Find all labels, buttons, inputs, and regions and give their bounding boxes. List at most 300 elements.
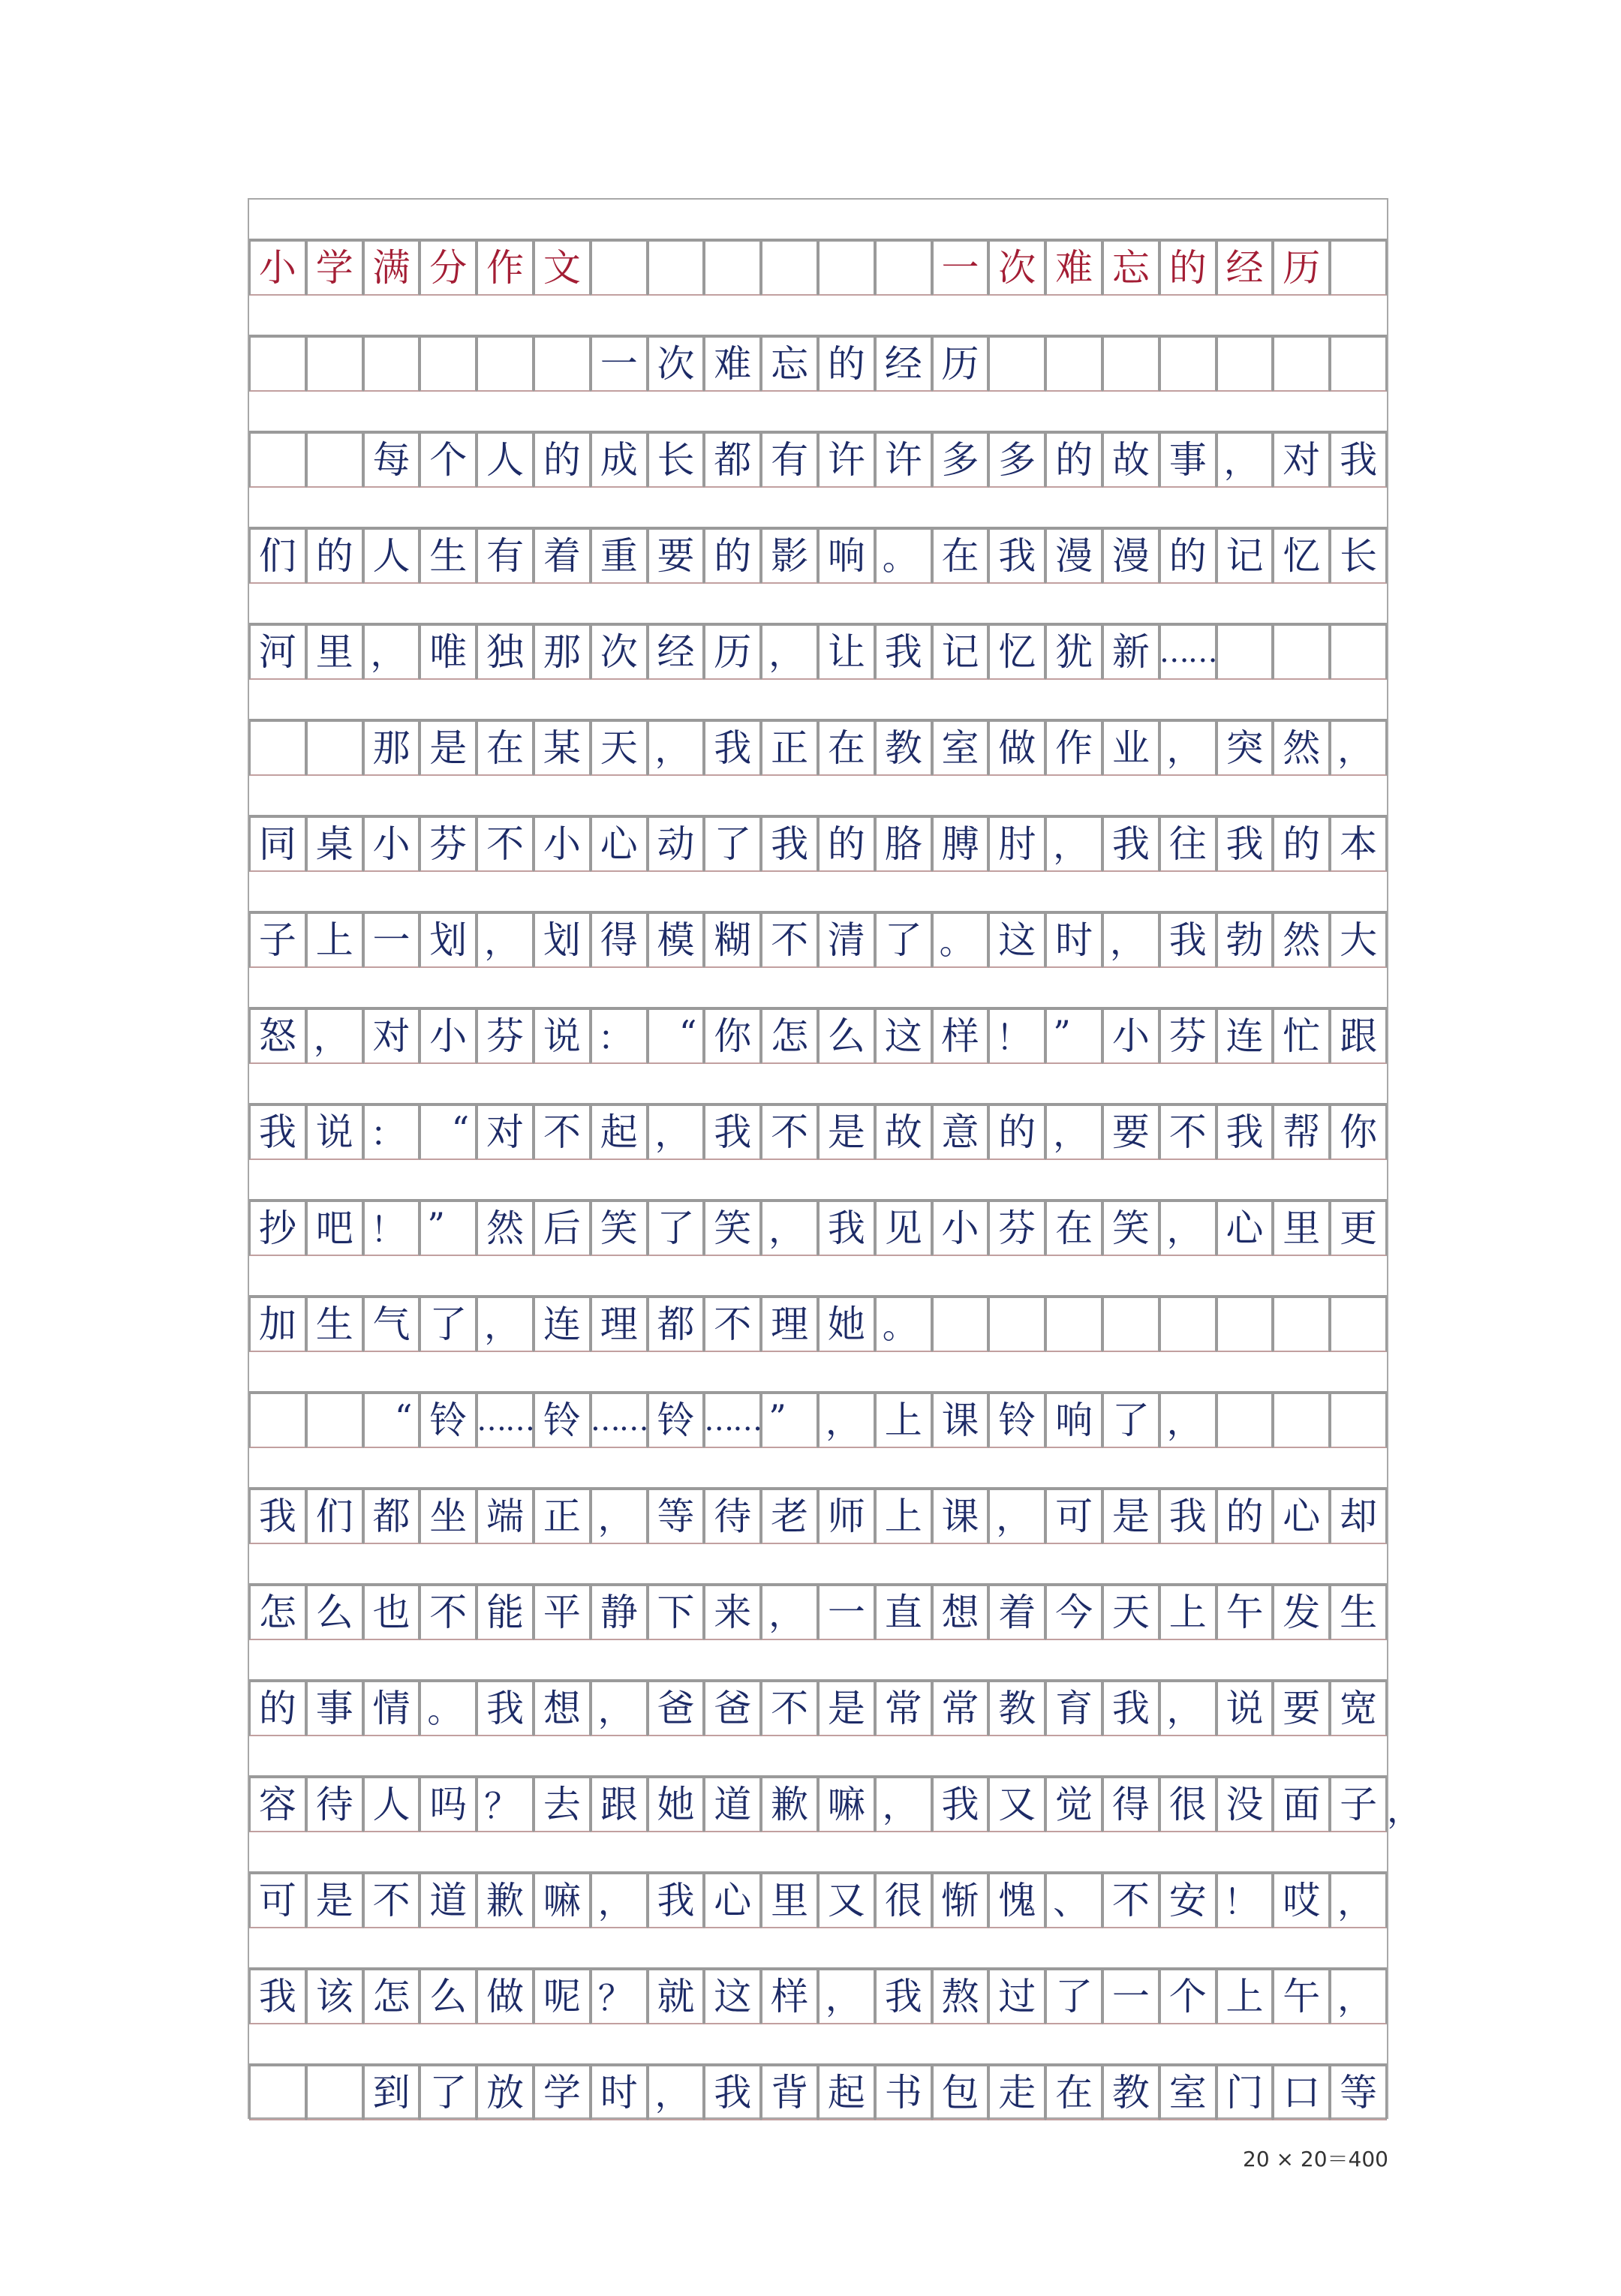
grid-cell	[306, 1393, 363, 1448]
grid-cell: 是	[420, 720, 477, 776]
grid-cell: 天	[591, 720, 648, 776]
grid-cell: 长	[648, 432, 705, 488]
grid-cell: 忘	[761, 336, 818, 392]
grid-cell: 教	[1102, 2065, 1159, 2120]
grid-cell: 心	[1217, 1201, 1274, 1256]
grid-cell: 小	[249, 240, 306, 296]
grid-cell: 故	[1102, 432, 1159, 488]
grid-cell: 一	[932, 240, 989, 296]
grid-row	[249, 1297, 1387, 1352]
grid-cell: 说	[1217, 1681, 1274, 1736]
row-gap	[249, 1064, 1387, 1104]
grid-cell	[761, 240, 818, 296]
grid-cell: 没	[1217, 1777, 1274, 1832]
grid-cell: 心	[591, 816, 648, 872]
grid-cell	[875, 240, 932, 296]
row-gap	[249, 872, 1387, 912]
grid-cell	[1045, 336, 1102, 392]
grid-cell: 满	[363, 240, 420, 296]
grid-cell: 下	[648, 1585, 705, 1640]
grid-cell: 见	[875, 1201, 932, 1256]
grid-cell: 记	[1217, 528, 1274, 584]
grid-cell: 那	[534, 624, 591, 680]
grid-cell: 在	[1045, 1201, 1102, 1256]
grid-cell: 时	[1045, 912, 1102, 968]
grid-cell: 突	[1217, 720, 1274, 776]
grid-cell	[1159, 1297, 1217, 1352]
grid-cell: 教	[875, 720, 932, 776]
grid-cell: 爸	[648, 1681, 705, 1736]
grid-cell: 是	[306, 1873, 363, 1928]
grid-cell: ，	[1159, 1393, 1217, 1448]
grid-cell: 里	[761, 1873, 818, 1928]
grid-cell: 了	[420, 1297, 477, 1352]
grid-cell: 我	[1217, 816, 1274, 872]
grid-cell: 可	[1045, 1489, 1102, 1544]
grid-cell: 铃	[534, 1393, 591, 1448]
grid-cell: 门	[1217, 2065, 1274, 2120]
grid-cell: 理	[761, 1297, 818, 1352]
grid-cell: 文	[534, 240, 591, 296]
grid-row	[249, 528, 1387, 584]
grid-cell: 有	[477, 528, 534, 584]
row-gap	[249, 1928, 1387, 1969]
grid-cell: 在	[818, 720, 875, 776]
grid-cell: 划	[420, 912, 477, 968]
grid-cell: 的	[1159, 240, 1217, 296]
grid-cell: ，	[591, 1873, 648, 1928]
grid-cell: ，	[648, 1104, 705, 1160]
grid-cell: 道	[420, 1873, 477, 1928]
grid-cell: 今	[1045, 1585, 1102, 1640]
grid-cell: 上	[1159, 1585, 1217, 1640]
grid-cell: ：	[591, 1008, 648, 1064]
grid-cell: 的	[818, 816, 875, 872]
grid-cell: 能	[477, 1585, 534, 1640]
grid-cell: 了	[1102, 1393, 1159, 1448]
grid-cell: 吗	[420, 1777, 477, 1832]
grid-cell: 。	[420, 1681, 477, 1736]
grid-cell: 午	[1273, 1969, 1330, 2024]
grid-cell: 了	[704, 816, 761, 872]
grid-cell: 小	[1102, 1008, 1159, 1064]
grid-cell: 我	[1217, 1104, 1274, 1160]
grid-cell: 要	[1273, 1681, 1330, 1736]
grid-cell: 。	[875, 1297, 932, 1352]
grid-cell: 上	[875, 1489, 932, 1544]
grid-cell: 是	[1102, 1489, 1159, 1544]
grid-cell: ：	[363, 1104, 420, 1160]
grid-cell: 午	[1217, 1585, 1274, 1640]
grid-cell: 动	[648, 816, 705, 872]
grid-cell: 着	[534, 528, 591, 584]
grid-cell: 我	[648, 1873, 705, 1928]
grid-cell: 怎	[249, 1585, 306, 1640]
grid-cell: 人	[363, 1777, 420, 1832]
grid-cell: 我	[875, 1969, 932, 2024]
grid-cell: ，	[1045, 1104, 1102, 1160]
grid-cell: 发	[1273, 1585, 1330, 1640]
grid-cell: 分	[420, 240, 477, 296]
grid-cell: 历	[1273, 240, 1330, 296]
grid-cell	[249, 720, 306, 776]
grid-cell: 理	[591, 1297, 648, 1352]
grid-cell	[1273, 1297, 1330, 1352]
grid-cell	[249, 2065, 306, 2120]
grid-row	[249, 912, 1387, 968]
grid-cell: 我	[1102, 1681, 1159, 1736]
grid-cell: 我	[988, 528, 1045, 584]
grid-cell: 教	[988, 1681, 1045, 1736]
grid-cell: ，	[591, 1681, 648, 1736]
grid-cell: 忆	[1273, 528, 1330, 584]
grid-cell: 爸	[704, 1681, 761, 1736]
grid-cell: 了	[648, 1201, 705, 1256]
grid-cell: 经	[1217, 240, 1274, 296]
grid-cell: ，	[761, 1585, 818, 1640]
grid-cell: 不	[363, 1873, 420, 1928]
grid-cell: 却	[1330, 1489, 1387, 1544]
grid-cell: 漫	[1045, 528, 1102, 584]
grid-cell: ，	[818, 1393, 875, 1448]
grid-cell	[591, 240, 648, 296]
grid-cell: ，	[477, 912, 534, 968]
grid-cell: 上	[875, 1393, 932, 1448]
grid-cell: ”	[761, 1393, 818, 1448]
grid-cell	[1217, 1393, 1274, 1448]
grid-cell: 想	[534, 1681, 591, 1736]
grid-cell: “	[363, 1393, 420, 1448]
grid-cell: ，	[648, 720, 705, 776]
grid-cell: 我	[249, 1104, 306, 1160]
grid-cell	[1102, 336, 1159, 392]
row-gap	[249, 1544, 1387, 1585]
grid-cell	[932, 1297, 989, 1352]
grid-cell: 是	[818, 1681, 875, 1736]
grid-cell: 待	[704, 1489, 761, 1544]
grid-cell: 熬	[932, 1969, 989, 2024]
grid-cell: 起	[591, 1104, 648, 1160]
grid-cell	[1102, 1297, 1159, 1352]
grid-row	[249, 816, 1387, 872]
grid-cell: 又	[818, 1873, 875, 1928]
grid-cell: 直	[875, 1585, 932, 1640]
grid-cell: 的	[1159, 528, 1217, 584]
grid-cell: 在	[1045, 2065, 1102, 2120]
grid-cell	[1330, 336, 1387, 392]
grid-cell: 也	[363, 1585, 420, 1640]
grid-cell: 得	[591, 912, 648, 968]
grid-cell: 一	[363, 912, 420, 968]
grid-row	[249, 432, 1387, 488]
grid-cell	[988, 1297, 1045, 1352]
grid-cell	[249, 336, 306, 392]
grid-cell: 想	[932, 1585, 989, 1640]
grid-row	[249, 336, 1387, 392]
grid-cell: 坐	[420, 1489, 477, 1544]
grid-cell: 响	[1045, 1393, 1102, 1448]
grid-cell: 我	[932, 1777, 989, 1832]
grid-cell	[818, 240, 875, 296]
grid-cell: 我	[704, 2065, 761, 2120]
grid-cell: 响	[818, 528, 875, 584]
grid-cell: 小	[363, 816, 420, 872]
grid-cell: 事	[1159, 432, 1217, 488]
grid-cell: 桌	[306, 816, 363, 872]
grid-cell: 同	[249, 816, 306, 872]
grid-row	[249, 1681, 1387, 1736]
row-gap	[249, 296, 1387, 336]
grid-row	[249, 720, 1387, 776]
grid-row	[249, 1585, 1387, 1640]
grid-cell: 平	[534, 1585, 591, 1640]
grid-cell: 不	[761, 912, 818, 968]
grid-cell: 师	[818, 1489, 875, 1544]
row-gap	[249, 1160, 1387, 1201]
row-gap	[249, 776, 1387, 816]
grid-cell: 端	[477, 1489, 534, 1544]
grid-cell: 的	[818, 336, 875, 392]
grid-cell: 然	[1273, 912, 1330, 968]
grid-cell: 宽	[1330, 1681, 1387, 1736]
grid-cell: 让	[818, 624, 875, 680]
grid-cell: 的	[249, 1681, 306, 1736]
grid-cell: 嘛	[818, 1777, 875, 1832]
grid-cell: 正	[534, 1489, 591, 1544]
grid-cell: 连	[534, 1297, 591, 1352]
grid-cell: 业	[1102, 720, 1159, 776]
row-gap	[249, 392, 1387, 432]
grid-cell: 了	[875, 912, 932, 968]
grid-cell: ，	[1159, 1201, 1217, 1256]
grid-cell	[306, 2065, 363, 2120]
grid-cell	[363, 336, 420, 392]
grid-cell: 铃	[420, 1393, 477, 1448]
grid-cell: 新	[1102, 624, 1159, 680]
grid-cell	[534, 336, 591, 392]
grid-cell	[1330, 1393, 1387, 1448]
grid-cell: ……	[591, 1393, 648, 1448]
overflow-punctuation: ，	[1387, 1790, 1421, 1830]
grid-cell: 这	[875, 1008, 932, 1064]
grid-cell: ？	[591, 1969, 648, 2024]
grid-cell	[988, 336, 1045, 392]
grid-cell: 历	[932, 336, 989, 392]
grid-cell: 我	[704, 720, 761, 776]
grid-cell: 不	[704, 1297, 761, 1352]
grid-cell: 么	[818, 1008, 875, 1064]
grid-cell: 然	[477, 1201, 534, 1256]
grid-cell	[1330, 624, 1387, 680]
grid-cell: 芬	[988, 1201, 1045, 1256]
grid-cell: ，	[1159, 720, 1217, 776]
grid-cell: 包	[932, 2065, 989, 2120]
grid-cell: 对	[477, 1104, 534, 1160]
grid-cell: 起	[818, 2065, 875, 2120]
grid-cell: 老	[761, 1489, 818, 1544]
grid-cell	[1217, 624, 1274, 680]
grid-cell: 上	[1217, 1969, 1274, 2024]
grid-cell: ，	[648, 2065, 705, 2120]
grid-cell: 次	[648, 336, 705, 392]
grid-cell: 心	[1273, 1489, 1330, 1544]
grid-cell: 我	[1159, 1489, 1217, 1544]
grid-cell: 怎	[761, 1008, 818, 1064]
grid-cell: 河	[249, 624, 306, 680]
grid-cell: 不	[1102, 1873, 1159, 1928]
grid-cell: 膊	[932, 816, 989, 872]
grid-cell: 做	[988, 720, 1045, 776]
grid-cell: 心	[704, 1873, 761, 1928]
grid-cell	[1330, 1297, 1387, 1352]
grid-cell: 她	[818, 1297, 875, 1352]
grid-cell: 道	[704, 1777, 761, 1832]
grid-cell: 呢	[534, 1969, 591, 2024]
grid-cell: 情	[363, 1681, 420, 1736]
grid-cell: 记	[932, 624, 989, 680]
grid-cell	[1045, 1297, 1102, 1352]
grid-cell	[420, 336, 477, 392]
grid-cell: 忙	[1273, 1008, 1330, 1064]
grid-cell: 生	[1330, 1585, 1387, 1640]
grid-cell: 面	[1273, 1777, 1330, 1832]
grid-cell: 的	[1217, 1489, 1274, 1544]
grid-cell: 来	[704, 1585, 761, 1640]
grid-cell: 人	[363, 528, 420, 584]
grid-cell: 芬	[420, 816, 477, 872]
grid-cell	[1159, 336, 1217, 392]
grid-cell: 正	[761, 720, 818, 776]
grid-cell: 吧	[306, 1201, 363, 1256]
grid-cell: ，	[477, 1297, 534, 1352]
grid-cell	[1273, 1393, 1330, 1448]
grid-cell: 嘛	[534, 1873, 591, 1928]
grid-cell: 难	[1045, 240, 1102, 296]
grid-cell: 小	[932, 1201, 989, 1256]
row-gap	[249, 200, 1387, 240]
grid-cell: “	[420, 1104, 477, 1160]
grid-cell: 难	[704, 336, 761, 392]
grid-cell: 书	[875, 2065, 932, 2120]
grid-cell: 在	[932, 528, 989, 584]
grid-cell: 我	[477, 1681, 534, 1736]
grid-cell: 么	[306, 1585, 363, 1640]
grid-cell: 作	[1045, 720, 1102, 776]
grid-cell: 我	[1330, 432, 1387, 488]
grid-cell: 时	[591, 2065, 648, 2120]
grid-cell: ，	[761, 1201, 818, 1256]
grid-cell: 怎	[363, 1969, 420, 2024]
grid-cell: 一	[591, 336, 648, 392]
grid-cell	[306, 720, 363, 776]
grid-cell	[1273, 624, 1330, 680]
grid-cell: 长	[1330, 528, 1387, 584]
grid-row	[249, 2065, 1387, 2120]
grid-cell: 惭	[932, 1873, 989, 1928]
grid-cell: ”	[1045, 1008, 1102, 1064]
grid-cell: 室	[1159, 2065, 1217, 2120]
grid-cell: ！	[363, 1201, 420, 1256]
grid-cell: 你	[704, 1008, 761, 1064]
grid-cell: 天	[1102, 1585, 1159, 1640]
grid-cell: 故	[875, 1104, 932, 1160]
grid-cell: 室	[932, 720, 989, 776]
grid-cell: 学	[306, 240, 363, 296]
grid-cell: 重	[591, 528, 648, 584]
grid-cell	[1217, 1297, 1274, 1352]
grid-cell: 对	[363, 1008, 420, 1064]
grid-cell: 不	[534, 1104, 591, 1160]
grid-cell: 不	[761, 1681, 818, 1736]
grid-cell: 事	[306, 1681, 363, 1736]
grid-cell: 生	[306, 1297, 363, 1352]
grid-cell: 芬	[477, 1008, 534, 1064]
grid-cell: 的	[1273, 816, 1330, 872]
grid-cell	[1330, 240, 1387, 296]
grid-cell: 去	[534, 1777, 591, 1832]
grid-cell: 漫	[1102, 528, 1159, 584]
grid-cell: 本	[1330, 816, 1387, 872]
grid-cell: 样	[932, 1008, 989, 1064]
grid-cell: 我	[704, 1104, 761, 1160]
row-gap	[249, 968, 1387, 1008]
grid-cell: 某	[534, 720, 591, 776]
grid-cell: 哎	[1273, 1873, 1330, 1928]
grid-cell: 常	[875, 1681, 932, 1736]
grid-cell: “	[648, 1008, 705, 1064]
grid-cell: 那	[363, 720, 420, 776]
grid-cell: ，	[1159, 1681, 1217, 1736]
grid-cell: 笑	[704, 1201, 761, 1256]
grid-cell: 小	[534, 816, 591, 872]
row-gap	[249, 680, 1387, 720]
grid-cell: 许	[818, 432, 875, 488]
grid-cell: 容	[249, 1777, 306, 1832]
row-gap	[249, 1736, 1387, 1777]
grid-cell: 抄	[249, 1201, 306, 1256]
grid-cell: 连	[1217, 1008, 1274, 1064]
grid-row	[249, 1104, 1387, 1160]
grid-cell: 犹	[1045, 624, 1102, 680]
row-gap	[249, 488, 1387, 528]
grid-cell: 的	[534, 432, 591, 488]
grid-cell: 小	[420, 1008, 477, 1064]
grid-cell: 气	[363, 1297, 420, 1352]
grid-cell: 样	[761, 1969, 818, 2024]
grid-cell: 你	[1330, 1104, 1387, 1160]
grid-cell	[477, 336, 534, 392]
grid-cell: 人	[477, 432, 534, 488]
grid-cell: 后	[534, 1201, 591, 1256]
grid-cell: ，	[1330, 720, 1387, 776]
grid-cell: 走	[988, 2065, 1045, 2120]
grid-cell: 里	[1273, 1201, 1330, 1256]
grid-cell: 笑	[1102, 1201, 1159, 1256]
grid-cell	[1273, 336, 1330, 392]
grid-cell: 等	[1330, 2065, 1387, 2120]
grid-cell: 育	[1045, 1681, 1102, 1736]
grid-cell: 的	[306, 528, 363, 584]
grid-cell: 我	[249, 1969, 306, 2024]
grid-cell: 跟	[1330, 1008, 1387, 1064]
grid-cell: 我	[875, 624, 932, 680]
grid-cell: ……	[477, 1393, 534, 1448]
grid-cell: 都	[648, 1297, 705, 1352]
grid-cell: 笑	[591, 1201, 648, 1256]
grid-cell: 每	[363, 432, 420, 488]
grid-cell: 觉	[1045, 1777, 1102, 1832]
grid-cell: 次	[988, 240, 1045, 296]
